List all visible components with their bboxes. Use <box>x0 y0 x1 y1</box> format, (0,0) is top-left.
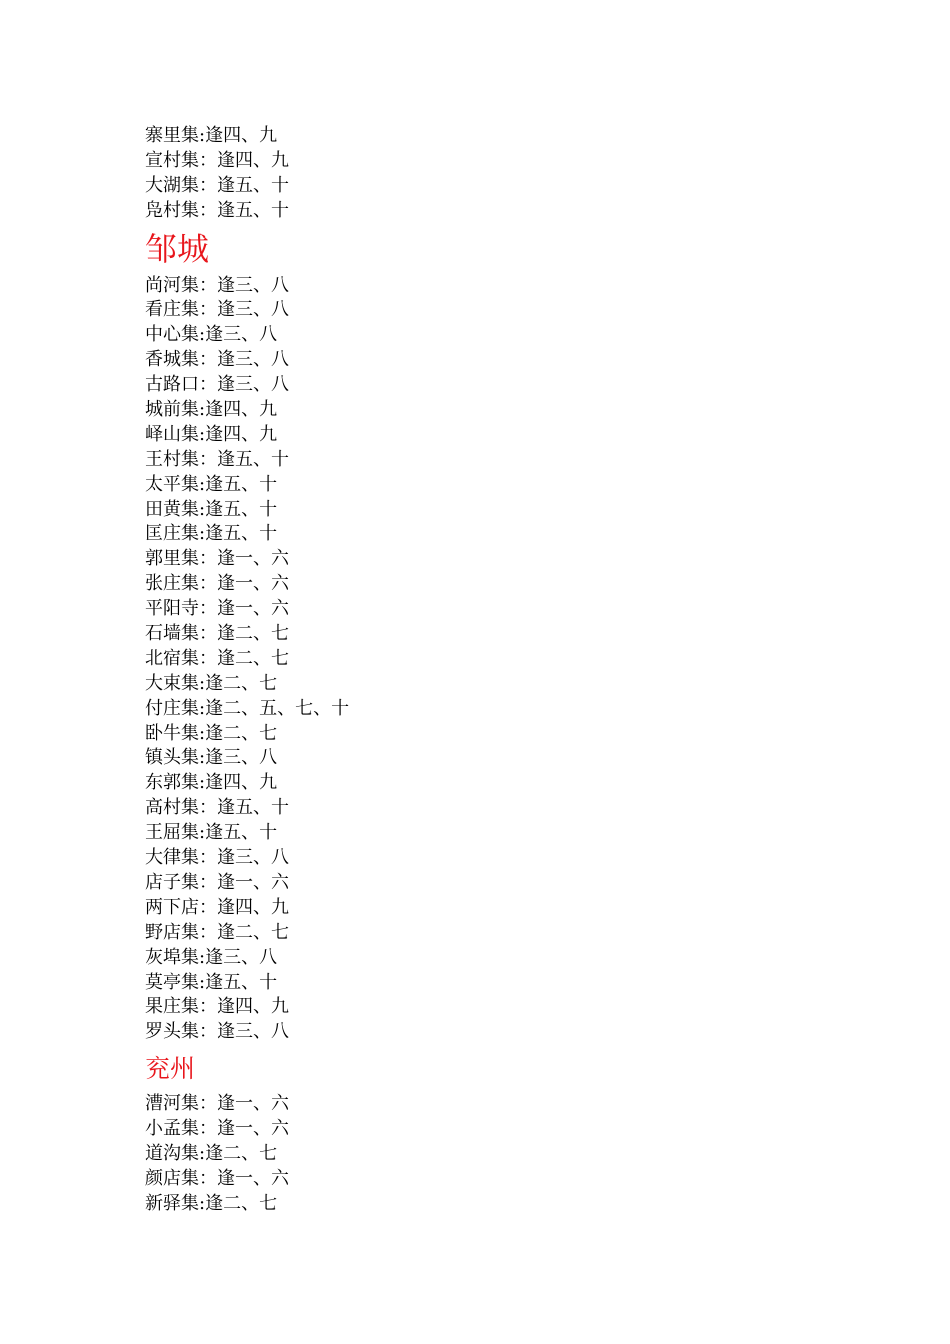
market-entry: 看庄集：逢三、八 <box>145 299 289 321</box>
market-entry: 张庄集：逢一、六 <box>145 573 289 595</box>
market-entry: 古路口：逢三、八 <box>145 374 289 396</box>
market-entry: 小孟集：逢一、六 <box>145 1118 289 1140</box>
market-entry: 寨里集:逢四、九 <box>145 125 278 146</box>
market-entry: 东郭集:逢四、九 <box>145 772 278 794</box>
market-entry: 莫亭集:逢五、十 <box>145 971 278 993</box>
market-entry: 匡庄集:逢五、十 <box>145 523 278 545</box>
market-entry: 尚河集：逢三、八 <box>145 274 289 296</box>
market-entry: 石墙集：逢二、七 <box>145 623 289 645</box>
market-entry: 北宿集：逢二、七 <box>145 647 289 669</box>
section-heading-yanzhou: 兖州 <box>145 1054 196 1084</box>
market-entry: 道沟集:逢二、七 <box>145 1142 278 1164</box>
market-entry: 王屈集:逢五、十 <box>145 822 278 844</box>
market-entry: 中心集:逢三、八 <box>145 324 278 346</box>
market-entry: 店子集：逢一、六 <box>145 871 289 893</box>
market-entry: 峄山集:逢四、九 <box>145 423 278 445</box>
market-entry: 凫村集：逢五、十 <box>145 199 289 221</box>
yanzhou-market-list <box>145 1092 845 1216</box>
market-entry: 漕河集：逢一、六 <box>145 1093 289 1115</box>
market-entry: 颜店集：逢一、六 <box>145 1167 289 1189</box>
document-page <box>145 124 845 1217</box>
zoucheng-market-list <box>145 274 845 1046</box>
market-entry: 王村集：逢五、十 <box>145 448 289 470</box>
market-entry: 太平集:逢五、十 <box>145 473 278 495</box>
market-entry: 大律集：逢三、八 <box>145 847 289 869</box>
market-entry: 郭里集：逢一、六 <box>145 548 289 570</box>
market-entry: 果庄集：逢四、九 <box>145 996 289 1018</box>
market-entry: 大束集:逢二、七 <box>145 672 278 694</box>
section-heading-zoucheng: 邹城 <box>145 229 210 268</box>
market-entry: 镇头集:逢三、八 <box>145 747 278 769</box>
market-entry: 宣村集：逢四、九 <box>145 149 289 171</box>
market-entry: 大湖集：逢五、十 <box>145 174 289 196</box>
market-entry: 平阳寺：逢一、六 <box>145 598 289 620</box>
market-entry: 罗头集：逢三、八 <box>145 1021 289 1043</box>
market-entry: 野店集：逢二、七 <box>145 921 289 943</box>
market-entry: 香城集：逢三、八 <box>145 349 289 371</box>
market-entry: 新驿集:逢二、七 <box>145 1192 278 1214</box>
market-entry: 付庄集:逢二、五、七、十 <box>145 697 350 719</box>
market-entry: 高村集：逢五、十 <box>145 797 289 819</box>
market-entry: 卧牛集:逢二、七 <box>145 722 278 744</box>
intro-market-list <box>145 124 845 224</box>
market-entry: 城前集:逢四、九 <box>145 399 278 421</box>
market-entry: 田黄集:逢五、十 <box>145 498 278 520</box>
market-entry: 灰埠集:逢三、八 <box>145 946 278 968</box>
market-entry: 两下店：逢四、九 <box>145 896 289 918</box>
